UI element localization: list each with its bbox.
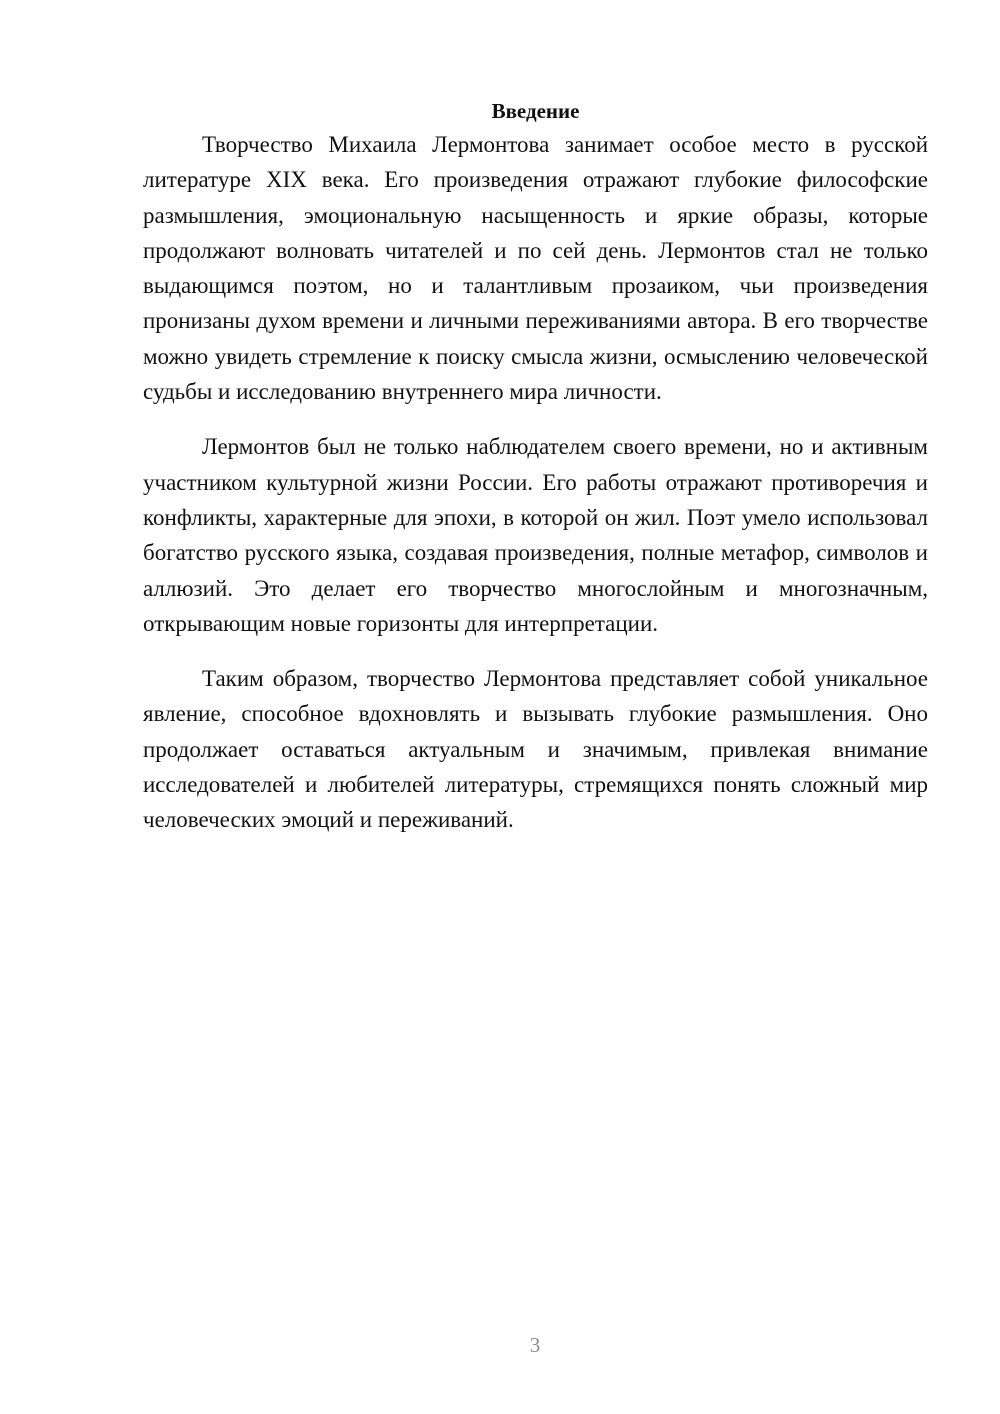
section-title: Введение xyxy=(491,99,580,123)
page-number: 3 xyxy=(529,1333,541,1357)
paragraph-2: Лермонтов был не только наблюдателем своего времени, но и активным участником культурной жизни России. Его работы отражают противоречия и конфликты, характерные для эпохи, в которой он жил. Поэт умело использовал богатство русского языка, создавая произведения, полные метафор, символов и аллюзий. Это делает его творчество многослойным и многозначным, открывающим новые горизонты для интерпретации. xyxy=(143,434,928,636)
paragraph-1: Творчество Михаила Лермонтова занимает особое место в русской литературе XIX века. Его произведения отражают глубокие философские размышления, эмоциональную насыщенность и яркие образы, которые продолжают волновать читателей и по сей день. Лермонтов стал не только выдающимся поэтом, но и талантливым прозаиком, чьи произведения пронизаны духом времени и личными переживаниями автора. В его творчестве можно увидеть стремление к поиску смысла жизни, осмыслению человеческой судьбы и исследованию внутреннего мира личности. xyxy=(143,132,928,405)
page-content xyxy=(143,95,928,838)
paragraph-3: Таким образом, творчество Лермонтова представляет собой уникальное явление, способное вдохновлять и вызывать глубокие размышления. Оно продолжает оставаться актуальным и значимым, привлекая внимание исследователей и любителей литературы, стремящихся понять сложный мир человеческих эмоций и переживаний. xyxy=(143,666,928,833)
